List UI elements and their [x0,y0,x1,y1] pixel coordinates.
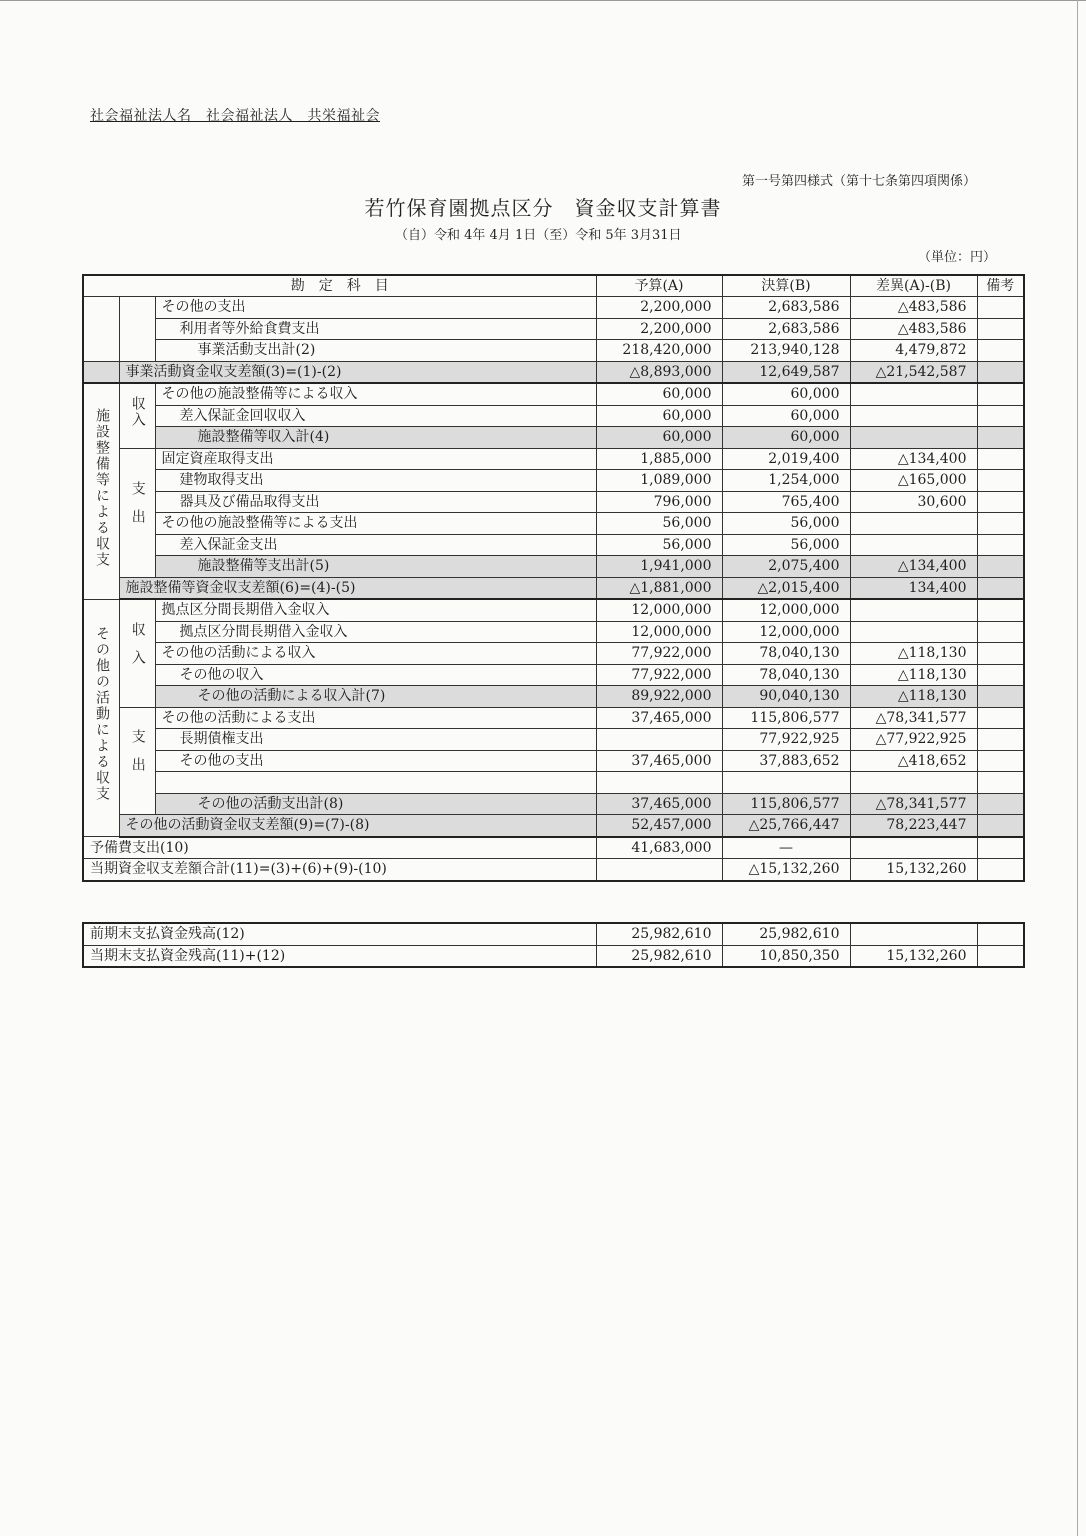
group-label-facility [83,383,119,599]
diff-cell [850,772,977,794]
diff-cell: △78,341,577 [850,793,977,815]
table-row [83,556,1024,578]
actual-cell: △25,766,447 [722,815,850,837]
table-row [83,318,1024,340]
note-cell [977,837,1024,859]
row-label: 利用者等外給食費支出 [155,318,596,340]
diff-cell [850,837,977,859]
note-cell [977,405,1024,427]
table-row [83,534,1024,556]
actual-cell: 115,806,577 [722,793,850,815]
actual-cell: △2,015,400 [722,577,850,599]
row-label: その他の支出 [155,750,596,772]
diff-cell: △134,400 [850,556,977,578]
actual-cell: 60,000 [722,405,850,427]
budget-cell: 37,465,000 [596,793,722,815]
table-row [83,772,1024,794]
budget-cell: 37,465,000 [596,750,722,772]
row-label: 前期末支払資金残高(12) [83,923,596,945]
table-header-row [83,275,1024,297]
subgroup-label-text: 支出 [129,480,146,537]
subgroup-label-text: 収入 [129,396,146,428]
page-right-edge [1077,0,1078,1536]
row-label: 予備費支出(10) [83,837,596,859]
note-cell [977,793,1024,815]
note-cell [977,599,1024,621]
note-cell [977,297,1024,319]
cash-flow-table [82,274,1025,882]
budget-cell: 37,465,000 [596,707,722,729]
note-cell [977,772,1024,794]
subgroup-expense [119,707,155,815]
page-top-edge [0,0,1086,7]
group-cell-blank [83,297,119,362]
table-row [83,707,1024,729]
note-cell [977,664,1024,686]
row-label: その他の活動による収入計(7) [155,686,596,708]
balance-table [82,922,1025,968]
budget-cell: △1,881,000 [596,577,722,599]
budget-cell: 12,000,000 [596,621,722,643]
diff-cell: △165,000 [850,470,977,492]
table-row [83,793,1024,815]
table-row [83,686,1024,708]
actual-cell: 10,850,350 [722,945,850,967]
actual-cell: 37,883,652 [722,750,850,772]
document-title: 若竹保育園拠点区分 資金収支計算書 [364,196,722,220]
diff-cell [850,534,977,556]
table-row [83,448,1024,470]
table-row [83,383,1024,405]
row-label: その他の施設整備等による収入 [155,383,596,405]
budget-cell: 60,000 [596,427,722,449]
budget-cell [596,859,722,881]
table-row [83,729,1024,751]
note-cell [977,513,1024,535]
note-cell [977,815,1024,837]
diff-cell: △118,130 [850,664,977,686]
table-row [83,859,1024,881]
diff-cell: △134,400 [850,448,977,470]
actual-cell: — [722,837,850,859]
note-cell [977,427,1024,449]
row-label: 施設整備等収入計(4) [155,427,596,449]
diff-cell: △483,586 [850,318,977,340]
note-cell [977,361,1024,383]
subgroup-expense [119,448,155,577]
fiscal-period: （自）令和 4年 4月 1日（至）令和 5年 3月31日 [395,228,682,243]
diff-cell [850,923,977,945]
diff-cell: 134,400 [850,577,977,599]
note-cell [977,340,1024,362]
diff-cell: 15,132,260 [850,859,977,881]
row-label: その他の活動支出計(8) [155,793,596,815]
budget-cell: 60,000 [596,383,722,405]
row-label: その他の施設整備等による支出 [155,513,596,535]
row-label: 拠点区分間長期借入金収入 [155,599,596,621]
actual-cell: 56,000 [722,534,850,556]
budget-cell: 1,885,000 [596,448,722,470]
unit-label: （単位：円） [917,250,996,265]
diff-cell: △78,341,577 [850,707,977,729]
table-row [83,664,1024,686]
budget-cell: 218,420,000 [596,340,722,362]
actual-cell: 2,019,400 [722,448,850,470]
subgroup-income [119,599,155,707]
row-label: その他の支出 [155,297,596,319]
table-row [83,621,1024,643]
actual-cell: 115,806,577 [722,707,850,729]
table-row [83,577,1024,599]
diff-cell: △118,130 [850,686,977,708]
note-cell [977,643,1024,665]
diff-cell: 15,132,260 [850,945,977,967]
row-label: 固定資産取得支出 [155,448,596,470]
diff-cell: 30,600 [850,491,977,513]
table-row [83,405,1024,427]
header-actual: 決算(B) [722,275,850,297]
budget-cell: 1,089,000 [596,470,722,492]
note-cell [977,729,1024,751]
group-label-other [83,599,119,837]
budget-cell: 1,941,000 [596,556,722,578]
row-label: その他の収入 [155,664,596,686]
table-row [83,513,1024,535]
budget-cell: △8,893,000 [596,361,722,383]
table-row [83,297,1024,319]
subgroup-income [119,383,155,448]
row-label [155,772,596,794]
diff-cell: △77,922,925 [850,729,977,751]
budget-cell: 56,000 [596,513,722,535]
actual-cell: 213,940,128 [722,340,850,362]
row-label: 施設整備等資金収支差額(6)=(4)-(5) [119,577,596,599]
diff-cell: 78,223,447 [850,815,977,837]
row-label: 事業活動支出計(2) [155,340,596,362]
actual-cell: 2,683,586 [722,318,850,340]
actual-cell: 12,649,587 [722,361,850,383]
table-row [83,815,1024,837]
actual-cell: 25,982,610 [722,923,850,945]
table-row [83,923,1024,945]
header-note: 備考 [977,275,1024,297]
note-cell [977,923,1024,945]
budget-cell: 25,982,610 [596,945,722,967]
budget-cell: 25,982,610 [596,923,722,945]
header-diff: 差異(A)-(B) [850,275,977,297]
actual-cell: 90,040,130 [722,686,850,708]
actual-cell: 2,075,400 [722,556,850,578]
budget-cell: 77,922,000 [596,664,722,686]
header-account: 勘 定 科 目 [83,275,596,297]
actual-cell: 12,000,000 [722,599,850,621]
table-row [83,491,1024,513]
diff-cell: △483,586 [850,297,977,319]
table-row [83,945,1024,967]
note-cell [977,534,1024,556]
note-cell [977,556,1024,578]
table-row [83,470,1024,492]
actual-cell: 78,040,130 [722,643,850,665]
corporation-name: 社会福祉法人名 社会福祉法人 共栄福祉会 [90,108,380,124]
note-cell [977,318,1024,340]
header-budget: 予算(A) [596,275,722,297]
row-label: その他の活動資金収支差額(9)=(7)-(8) [119,815,596,837]
row-label: 当期資金収支差額合計(11)=(3)+(6)+(9)-(10) [83,859,596,881]
note-cell [977,577,1024,599]
diff-cell: △418,652 [850,750,977,772]
row-label: 器具及び備品取得支出 [155,491,596,513]
actual-cell: 60,000 [722,427,850,449]
row-label: 長期債権支出 [155,729,596,751]
group-label-text: その他の活動による収支 [94,626,110,802]
table-row [83,643,1024,665]
budget-cell [596,772,722,794]
budget-cell: 796,000 [596,491,722,513]
row-label: 拠点区分間長期借入金収入 [155,621,596,643]
row-label: 事業活動資金収支差額(3)=(1)-(2) [119,361,596,383]
budget-cell: 12,000,000 [596,599,722,621]
diff-cell [850,621,977,643]
note-cell [977,383,1024,405]
actual-cell: 60,000 [722,383,850,405]
actual-cell: 56,000 [722,513,850,535]
note-cell [977,750,1024,772]
actual-cell: 78,040,130 [722,664,850,686]
budget-cell: 2,200,000 [596,297,722,319]
table-row [83,361,1024,383]
note-cell [977,945,1024,967]
group-label-text: 施設整備等による収支 [94,407,110,568]
budget-cell: 56,000 [596,534,722,556]
table-row [83,427,1024,449]
budget-cell: 52,457,000 [596,815,722,837]
row-label: 建物取得支出 [155,470,596,492]
row-label: 差入保証金回収収入 [155,405,596,427]
budget-cell: 77,922,000 [596,643,722,665]
row-label: その他の活動による収入 [155,643,596,665]
form-reference: 第一号第四様式（第十七条第四項関係） [741,174,976,189]
diff-cell [850,599,977,621]
budget-cell: 60,000 [596,405,722,427]
diff-cell [850,383,977,405]
table-row [83,750,1024,772]
note-cell [977,686,1024,708]
table-row [83,599,1024,621]
table-row [83,340,1024,362]
diff-cell [850,427,977,449]
diff-cell [850,405,977,427]
diff-cell: 4,479,872 [850,340,977,362]
note-cell [977,448,1024,470]
subgroup-label-text: 支出 [129,729,146,785]
diff-cell: △21,542,587 [850,361,977,383]
actual-cell: 1,254,000 [722,470,850,492]
actual-cell: 77,922,925 [722,729,850,751]
budget-cell: 41,683,000 [596,837,722,859]
actual-cell: 765,400 [722,491,850,513]
note-cell [977,470,1024,492]
row-label: 施設整備等支出計(5) [155,556,596,578]
actual-cell: 12,000,000 [722,621,850,643]
actual-cell: △15,132,260 [722,859,850,881]
diff-cell: △118,130 [850,643,977,665]
subgroup-label-text: 収入 [129,621,146,678]
budget-cell: 89,922,000 [596,686,722,708]
note-cell [977,859,1024,881]
actual-cell [722,772,850,794]
group-cell-blank [83,361,119,383]
row-label: 差入保証金支出 [155,534,596,556]
diff-cell [850,513,977,535]
row-label: 当期末支払資金残高(11)+(12) [83,945,596,967]
budget-cell: 2,200,000 [596,318,722,340]
subgroup-cell-blank [119,297,155,362]
budget-cell [596,729,722,751]
actual-cell: 2,683,586 [722,297,850,319]
note-cell [977,621,1024,643]
note-cell [977,491,1024,513]
row-label: その他の活動による支出 [155,707,596,729]
note-cell [977,707,1024,729]
